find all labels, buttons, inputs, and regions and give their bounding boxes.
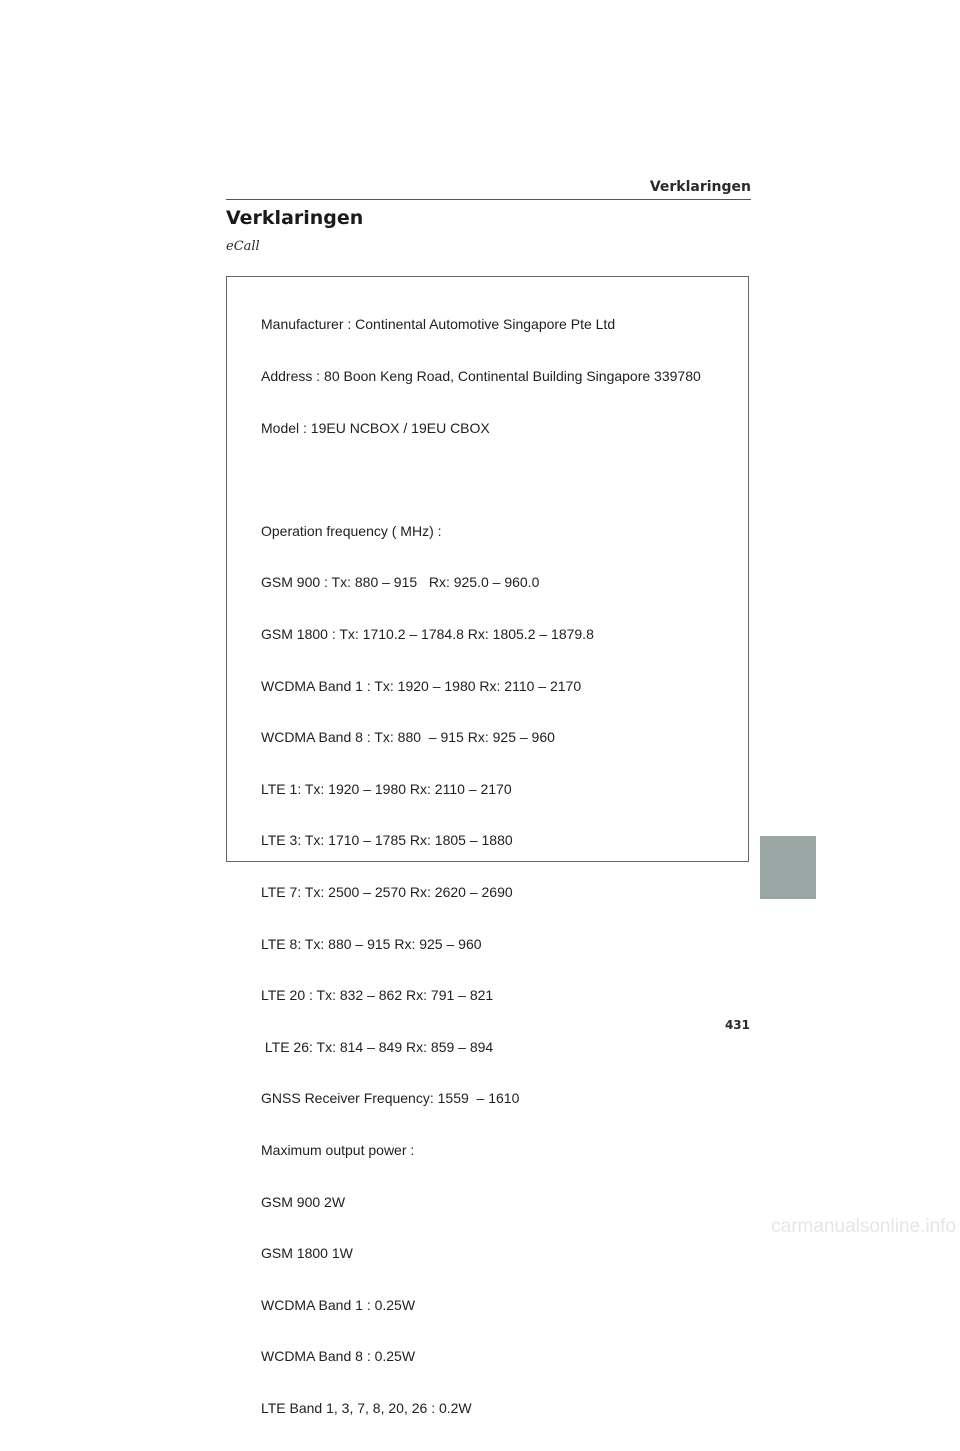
label-line: LTE 26: Tx: 814 – 849 Rx: 859 – 894 <box>261 1038 494 1055</box>
label-line: LTE 7: Tx: 2500 – 2570 Rx: 2620 – 2690 <box>261 883 513 900</box>
label-line: GSM 1800 1W <box>261 1245 353 1262</box>
label-line: WCDMA Band 1 : Tx: 1920 – 1980 Rx: 2110 – 2170 <box>261 677 582 694</box>
page-number: 431 <box>724 1018 750 1032</box>
label-line: Operation frequency ( MHz) : <box>261 522 442 539</box>
label-line: WCDMA Band 1 : 0.25W <box>261 1296 416 1313</box>
label-line: Manufacturer : Continental Automotive Singapore Pte Ltd <box>261 316 616 333</box>
label-line: Address : 80 Boon Keng Road, Continental Building Singapore 339780 <box>261 368 701 384</box>
label-line: LTE 3: Tx: 1710 – 1785 Rx: 1805 – 1880 <box>261 832 513 849</box>
label-line: LTE Band 1, 3, 7, 8, 20, 26 : 0.2W <box>261 1399 472 1416</box>
watermark: carmanualsonline.info <box>771 1216 956 1237</box>
label-line: WCDMA Band 8 : Tx: 880 – 915 Rx: 925 – 960 <box>261 729 555 746</box>
label-line: LTE 20 : Tx: 832 – 862 Rx: 791 – 821 <box>261 987 494 1004</box>
running-header-title: Verklaringen <box>649 179 751 195</box>
label-line: Model : 19EU NCBOX / 19EU CBOX <box>261 419 490 436</box>
label-line: GSM 1800 : Tx: 1710.2 – 1784.8 Rx: 1805.2 – 1879.8 <box>261 625 594 642</box>
section-subtitle: eCall <box>226 239 260 254</box>
label-line: GSM 900 2W <box>261 1193 346 1210</box>
section-title: Verklaringen <box>226 207 364 229</box>
label-line-blank <box>261 471 701 488</box>
label-line: LTE 8: Tx: 880 – 915 Rx: 925 – 960 <box>261 935 482 952</box>
chapter-tab <box>760 836 816 899</box>
header-rule <box>226 199 751 200</box>
label-line: Maximum output power : <box>261 1141 415 1158</box>
label-line: LTE 1: Tx: 1920 – 1980 Rx: 2110 – 2170 <box>261 780 512 797</box>
label-line: GSM 900 : Tx: 880 – 915 Rx: 925.0 – 960.0 <box>261 574 540 591</box>
label-lines-list <box>261 282 701 1451</box>
label-line: WCDMA Band 8 : 0.25W <box>261 1348 416 1365</box>
label-line: GNSS Receiver Frequency: 1559 – 1610 <box>261 1090 520 1107</box>
